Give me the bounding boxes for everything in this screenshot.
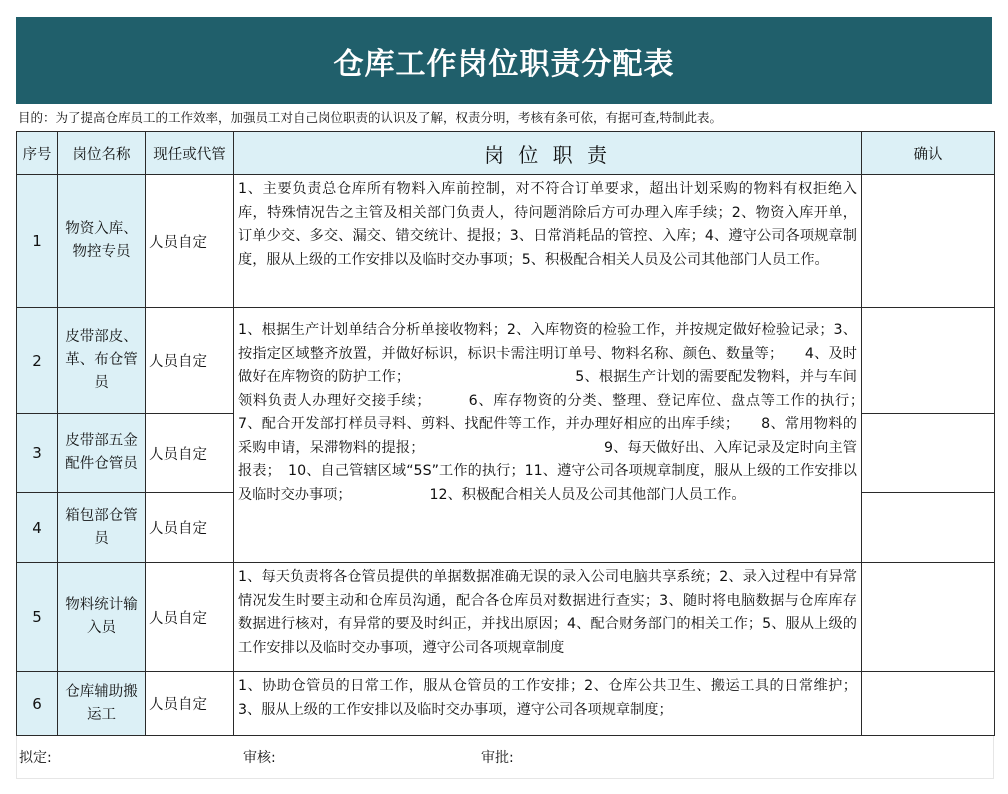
row-index: 4 xyxy=(17,493,58,563)
row-holder: 人员自定 xyxy=(146,563,234,672)
row-index: 3 xyxy=(17,414,58,493)
row-position: 物料统计输入员 xyxy=(58,563,146,672)
confirm-cell[interactable] xyxy=(862,175,995,308)
confirm-cell[interactable] xyxy=(862,563,995,672)
row-position: 仓库辅助搬运工 xyxy=(58,672,146,736)
header-confirm: 确认 xyxy=(862,132,995,175)
row-duty: 1、每天负责将各仓管员提供的单据数据准确无误的录入公司电脑共享系统；2、录入过程中有异常情况发生时要主动和仓库员沟通，配合各仓库员对数据进行查实；3、随时将电脑数据与仓库库存数据进行核对，有异常的要及时纠正，并找出原因；4、配合财务部门的相关工作；5、服从上级的工作安排以及临时交办事项，遵守公司各项规章制度 xyxy=(234,563,862,672)
confirm-cell[interactable] xyxy=(862,672,995,736)
purpose-text: 目的：为了提高仓库员工的工作效率，加强员工对自己岗位职责的认识及了解，权责分明，考核有条可依，有据可查,特制此表。 xyxy=(18,110,722,125)
header-index: 序号 xyxy=(17,132,58,175)
row-duty: 1、主要负责总仓库所有物料入库前控制，对不符合订单要求，超出计划采购的物料有权拒绝入库，特殊情况告之主管及相关部门负责人，待问题消除后方可办理入库手续；2、物资入库开单，订单少交、多交、漏交、错交统计、提报；3、日常消耗品的管控、入库；4、遵守公司各项规章制度，服从上级的工作安排以及临时交办事项；5、积极配合相关人员及公司其他部门人员工作。 xyxy=(234,175,862,308)
shared-duty: 1、根据生产计划单结合分析单接收物料；2、入库物资的检验工作，并按规定做好检验记录；3、按指定区域整齐放置，并做好标识，标识卡需注明订单号、物料名称、颜色、数量等； 4、及时做好在库物资的防护工作； 5、根据生产计划的需要配发物料，并与车间领料负责人办理好交接手续； 6、库存物资的分类、整理、登记库位、盘点等工作的执行； 7、配合开发部打样员寻料、剪料、找配件等工作，并办理好相应的出库手续； 8、常用物料的采购申请，呆滞物料的提报； 9、每天做好出、入库记录及定时向主管报表； 10、自己管辖区域“5S”工作的执行；11、遵守公司各项规章制度，服从上级的工作安排以及临时交办事项； 12、积极配合相关人员及公司其他部门人员工作。 xyxy=(234,308,862,563)
page-title: 仓库工作岗位职责分配表 xyxy=(16,17,992,104)
header-duty: 岗 位 职 责 xyxy=(234,132,862,175)
row-position: 箱包部仓管员 xyxy=(58,493,146,563)
row-holder: 人员自定 xyxy=(146,175,234,308)
header-holder: 现任或代管 xyxy=(146,132,234,175)
row-holder: 人员自定 xyxy=(146,308,234,414)
confirm-cell[interactable] xyxy=(862,414,995,493)
confirm-cell[interactable] xyxy=(862,493,995,563)
row-index: 2 xyxy=(17,308,58,414)
duty-table xyxy=(16,131,995,736)
row-position: 物资入库、物控专员 xyxy=(58,175,146,308)
row-holder: 人员自定 xyxy=(146,414,234,493)
signature-footer xyxy=(16,736,994,779)
row-index: 1 xyxy=(17,175,58,308)
row-position: 皮带部五金配件仓管员 xyxy=(58,414,146,493)
table-row xyxy=(17,563,995,672)
row-position: 皮带部皮、革、布仓管员 xyxy=(58,308,146,414)
header-row xyxy=(17,132,995,175)
row-index: 5 xyxy=(17,563,58,672)
table-row xyxy=(17,175,995,308)
table-row xyxy=(17,308,995,414)
drafted-label: 拟定: xyxy=(19,750,52,766)
row-holder: 人员自定 xyxy=(146,493,234,563)
row-index: 6 xyxy=(17,672,58,736)
reviewed-label: 审核: xyxy=(243,750,276,766)
row-duty: 1、协助仓管员的日常工作，服从仓管员的工作安排；2、仓库公共卫生、搬运工具的日常维护；3、服从上级的工作安排以及临时交办事项，遵守公司各项规章制度； xyxy=(234,672,862,736)
table-row xyxy=(17,672,995,736)
approved-label: 审批: xyxy=(481,750,514,766)
row-holder: 人员自定 xyxy=(146,672,234,736)
header-position: 岗位名称 xyxy=(58,132,146,175)
